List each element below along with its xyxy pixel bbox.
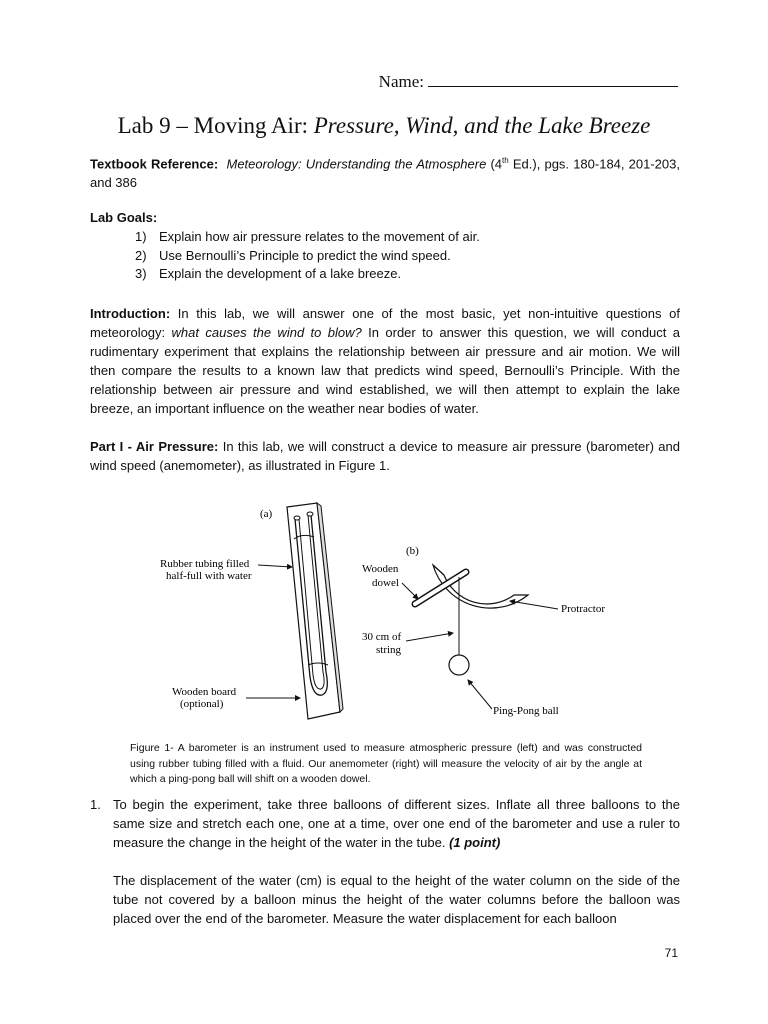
goals-heading <box>90 208 680 227</box>
wooden-dowel-arrow <box>402 583 418 599</box>
list-item <box>135 228 480 247</box>
list-item <box>135 265 480 284</box>
step-1-points: (1 point) <box>449 835 501 850</box>
protractor-arrow <box>510 601 558 609</box>
wooden-board-label-1: Wooden board <box>172 686 237 698</box>
step-1-instructions: To begin the experiment, take three balloons of different sizes. Inflate all three balloons to the same size and stretch each one, one at a time, over one end of the barometer and use a ruler to measure the change in the height of the water in the tube. <box>113 797 680 850</box>
part1-label: Part I - Air Pressure: <box>90 439 219 454</box>
tube-end-right <box>307 512 313 516</box>
goals-label: Lab Goals: <box>90 210 158 225</box>
edition-prefix: (4 <box>486 156 503 172</box>
step-1-text <box>113 795 680 852</box>
part1-text: In this lab, we will construct a device to measure air pressure (barometer) and wind speed (anemometer), as illustrated in Figure 1. <box>90 439 680 473</box>
ping-pong-ball-arrow <box>468 680 492 709</box>
tube-end-left <box>294 516 300 520</box>
goal-number: 1) <box>135 229 147 244</box>
rubber-tubing-label-1: Rubber tubing filled <box>160 558 250 570</box>
goal-number: 3) <box>135 266 147 281</box>
figure-caption: Figure 1- A barometer is an instrument used to measure atmospheric pressure (left) and was constructed using rubber tubing filled with a fluid. Our anemometer (right) will measure the velocity of air by the angle at which a ping-pong ball will shift on a wooden dowel. <box>130 742 642 785</box>
ping-pong-ball-shape <box>449 655 469 675</box>
list-item <box>135 247 480 266</box>
introduction-text-1: In this lab, we will answer one of the most basic, yet non-intuitive questions of meteorology: <box>90 306 680 340</box>
figure-label-a: (a) <box>260 508 273 520</box>
introduction-text-2: In order to answer this question, we will conduct a rudimentary experiment that explains the relationship between air pressure and air motion. We will then compare the results to a known law that predicts wind speed, Bernoulli’s Principle. With the relationship between air pressure and wind established, we will then attempt to explain the lake breeze, an important influence on the weather near bodies of water. <box>90 325 681 416</box>
string-arrow <box>406 633 453 641</box>
protractor-label: Protractor <box>561 603 605 615</box>
figure-label-b: (b) <box>406 545 419 557</box>
step-1-paragraph-2 <box>90 871 680 928</box>
textbook-title: Meteorology: Understanding the Atmosphere <box>226 156 487 172</box>
textbook-reference <box>90 151 680 192</box>
string-label-2: string <box>376 644 402 656</box>
goals-list <box>135 228 480 284</box>
step-1 <box>90 795 680 852</box>
page-number: 71 <box>664 946 678 960</box>
step-1-displacement-text: The displacement of the water (cm) is equal to the height of the water column on the side of the tube not covered by a balloon minus the height of the water columns before the balloon was placed over the end of the barometer. Measure the water displacement for each balloon <box>113 873 680 926</box>
rubber-tubing-label-2: half-full with water <box>166 570 252 582</box>
barometer-illustration <box>287 503 343 719</box>
wooden-dowel-label-1: Wooden <box>362 563 399 575</box>
goal-text: Explain how air pressure relates to the movement of air. <box>159 229 480 244</box>
ping-pong-ball-label: Ping-Pong ball <box>493 705 559 717</box>
title-main: Lab 9 – Moving Air: <box>117 113 314 138</box>
name-label: Name: <box>378 72 424 91</box>
title-italic: Pressure, Wind, and the Lake Breeze <box>313 113 651 138</box>
name-blank-line[interactable] <box>428 70 678 87</box>
edition-suffix: Ed.), pgs. 180-184, 201-203, and 386 <box>90 156 680 191</box>
name-field-label <box>379 70 678 92</box>
goal-text: Use Bernoulli’s Principle to predict the wind speed. <box>159 247 451 263</box>
part1-paragraph <box>90 437 680 475</box>
string-label-1: 30 cm of <box>362 631 402 643</box>
wooden-board-label-2: (optional) <box>180 698 224 710</box>
wooden-dowel-label-2: dowel <box>372 577 399 589</box>
goal-number: 2) <box>135 247 147 263</box>
figure-1-diagram <box>150 497 620 729</box>
introduction-label: Introduction: <box>90 306 171 321</box>
step-number: 1. <box>90 797 101 812</box>
rubber-tubing-arrow <box>258 565 292 567</box>
textbook-label: Textbook Reference: <box>90 156 219 172</box>
goal-text: Explain the development of a lake breeze. <box>159 266 402 281</box>
edition-superscript: th <box>502 156 509 165</box>
anemometer-illustration <box>415 565 528 675</box>
introduction-paragraph <box>90 304 680 418</box>
page-title <box>0 113 768 139</box>
introduction-question: what causes the wind to blow? <box>171 325 362 340</box>
